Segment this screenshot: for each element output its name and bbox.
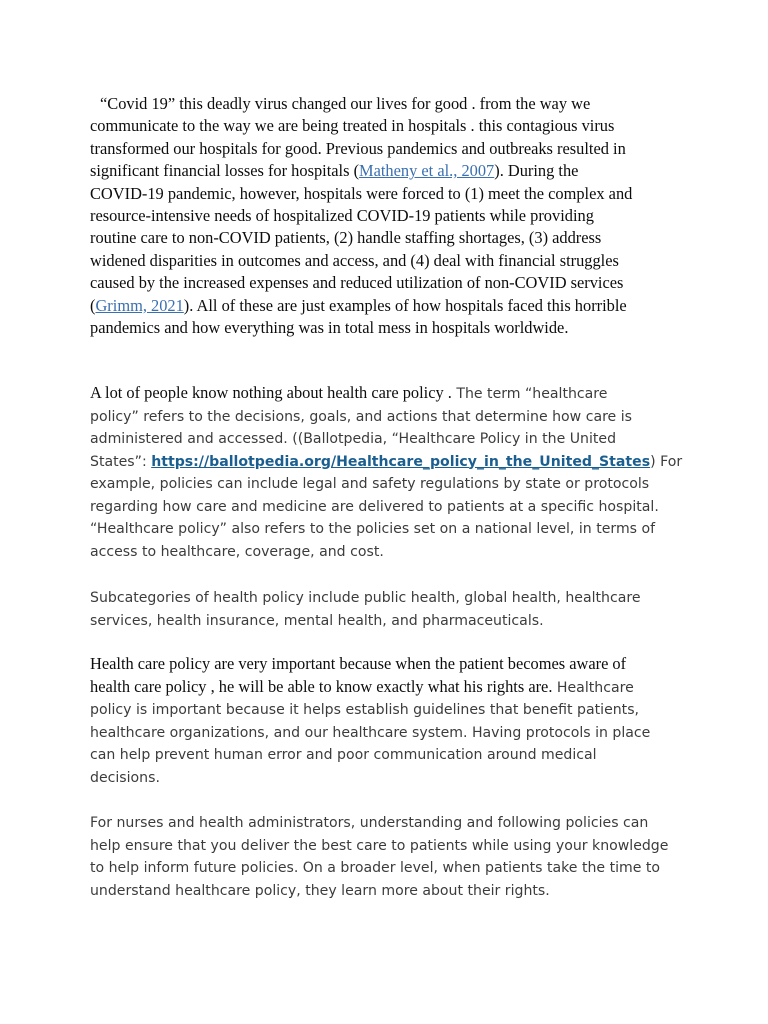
text-line: example, policies can include legal and safety regulations by state or protocols xyxy=(90,476,650,492)
paragraph-healthcare-policy-definition xyxy=(90,382,690,563)
paragraph-covid-intro xyxy=(90,93,690,339)
text-line: administered and accessed. ((Ballotpedia, “Healthcare Policy in the United xyxy=(90,431,617,447)
text-run: ). During the xyxy=(494,161,579,181)
ballotpedia-url-link[interactable]: https://ballotpedia.org/Healthcare_policy_in_the_United_States xyxy=(151,453,651,470)
text-run: ). All of these are just examples of how hospitals faced this horrible xyxy=(183,295,627,315)
text-line: regarding how care and medicine are delivered to patients at a specific hospital. xyxy=(90,498,659,515)
text-line: transformed our hospitals for good. Previous pandemics and outbreaks resulted in xyxy=(90,138,626,158)
text-line: resource-intensive needs of hospitalized COVID-19 patients while providing xyxy=(90,206,594,226)
text-line: to help inform future policies. On a broader level, when patients take the time to xyxy=(90,860,661,876)
paragraph-policy-importance xyxy=(90,653,690,789)
text-line: can help prevent human error and poor communication around medical xyxy=(90,747,597,763)
text-run: significant financial losses for hospitals ( xyxy=(90,161,360,181)
text-line: COVID-19 pandemic, however, hospitals were forced to (1) meet the complex and xyxy=(90,183,633,203)
text-line: caused by the increased expenses and reduced utilization of non-COVID services xyxy=(90,273,624,293)
citation-link-matheny[interactable]: Matheny et al., 2007 xyxy=(359,161,495,181)
text-line: help ensure that you deliver the best care to patients while using your knowledge xyxy=(90,837,669,854)
paragraph-nurses-administrators xyxy=(90,812,690,902)
text-line: access to healthcare, coverage, and cost. xyxy=(90,543,384,560)
text-line: “Healthcare policy” also refers to the policies set on a national level, in terms of xyxy=(90,521,656,537)
citation-link-grimm[interactable]: Grimm, 2021 xyxy=(95,295,184,315)
text-line: policy” refers to the decisions, goals, and actions that determine how care is xyxy=(90,408,632,425)
text-line xyxy=(90,451,690,474)
text-line: policy is important because it helps establish guidelines that benefit patients, xyxy=(90,702,640,718)
text-line: pandemics and how everything was in total mess in hospitals worldwide. xyxy=(90,318,569,338)
text-line xyxy=(90,160,690,182)
text-line: routine care to non-COVID patients, (2) handle staffing shortages, (3) address xyxy=(90,228,602,248)
text-line xyxy=(90,676,690,700)
text-run: States”: xyxy=(90,453,152,470)
text-line: healthcare organizations, and our healthcare system. Having protocols in place xyxy=(90,724,651,741)
text-line: widened disparities in outcomes and access, and (4) deal with financial struggles xyxy=(90,250,619,270)
text-line: services, health insurance, mental health, and pharmaceuticals. xyxy=(90,612,544,629)
text-run: ( xyxy=(90,295,96,315)
text-line xyxy=(90,382,690,406)
text-line: Health care policy are very important because when the patient becomes aware of xyxy=(90,654,627,673)
text-run: A lot of people know nothing about health care policy . xyxy=(90,383,452,402)
text-line: Subcategories of health policy include public health, global health, healthcare xyxy=(90,590,641,606)
text-line: communicate to the way we are being treated in hospitals . this contagious virus xyxy=(90,116,615,136)
text-run: ) For xyxy=(650,453,683,470)
text-run: health care policy , he will be able to know exactly what his rights are. xyxy=(90,676,553,696)
paragraph-subcategories xyxy=(90,587,690,632)
text-line: “Covid 19” this deadly virus changed our lives for good . from the way we xyxy=(100,94,591,113)
text-line xyxy=(90,295,690,317)
text-run: The term “healthcare xyxy=(451,386,608,402)
text-line: For nurses and health administrators, understanding and following policies can xyxy=(90,815,649,831)
text-run: Healthcare xyxy=(552,679,634,696)
text-line: decisions. xyxy=(90,769,160,786)
text-line: understand healthcare policy, they learn more about their rights. xyxy=(90,882,550,899)
